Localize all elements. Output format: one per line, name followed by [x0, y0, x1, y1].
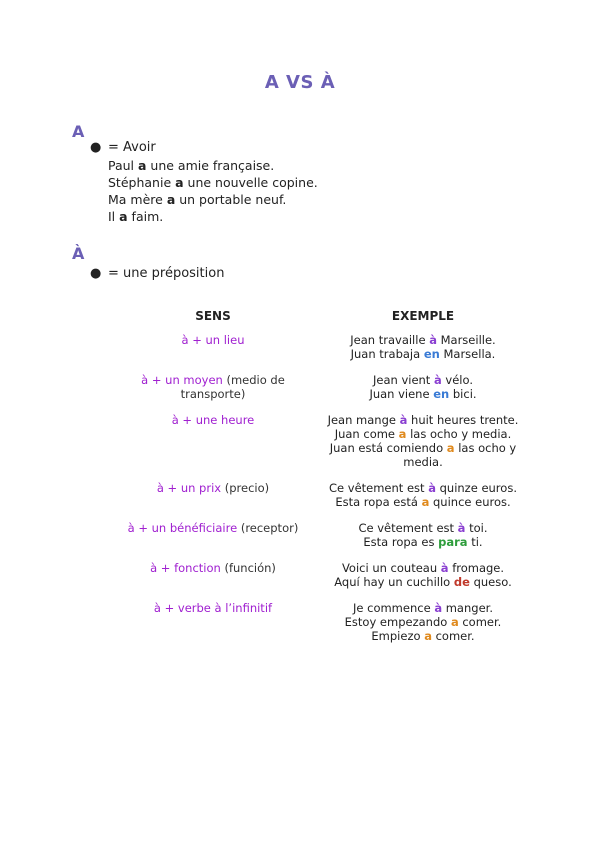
section-heading-a-grave: À: [72, 244, 85, 263]
header-sens: SENS: [195, 309, 231, 323]
sens-cell: [108, 333, 318, 373]
example-cell: [318, 521, 528, 561]
table-row: [108, 413, 528, 481]
example-es: Empiezo a comer.: [371, 629, 475, 643]
table-row: [108, 373, 528, 413]
sens-note: (precio): [221, 481, 270, 495]
sens-label: à + une heure: [171, 413, 255, 427]
page-title: A VS À: [264, 72, 336, 93]
example-es: Juan viene en bici.: [369, 387, 477, 401]
sens-label: à + un prix: [156, 481, 222, 495]
table-body: [108, 333, 528, 655]
example-fr: Je commence à manger.: [353, 601, 493, 615]
table-row: [108, 333, 528, 373]
table-row: [108, 481, 528, 521]
sens-note: (función): [220, 561, 276, 575]
example-fr: Jean mange à huit heures trente.: [327, 413, 519, 427]
table-row: [108, 561, 528, 601]
bullet-text: = une préposition: [108, 266, 225, 281]
header-exemple: EXEMPLE: [391, 309, 455, 323]
sens-label: à + un lieu: [181, 333, 245, 347]
example-cell: [318, 561, 528, 601]
sens-cell: [108, 521, 318, 561]
example-line: Ma mère a un portable neuf.: [108, 192, 287, 207]
example-fr: Ce vêtement est à quinze euros.: [329, 481, 517, 495]
example-fr: Ce vêtement est à toi.: [358, 521, 488, 535]
example-fr: Jean vient à vélo.: [372, 373, 473, 387]
example-es: Estoy empezando a comer.: [344, 615, 502, 629]
section-heading-a: A: [72, 122, 85, 141]
example-es: Juan come a las ocho y media.: [334, 427, 512, 441]
example-line: Paul a une amie française.: [108, 158, 275, 173]
example-es: Esta ropa es para ti.: [363, 535, 483, 549]
example-cell: [318, 481, 528, 521]
sens-cell: [108, 373, 318, 413]
table-row: [108, 521, 528, 561]
sens-note: (medio de transporte): [180, 373, 285, 401]
bullet-dot-icon: ●: [90, 140, 102, 155]
usage-table: [108, 308, 528, 655]
sens-cell: [108, 561, 318, 601]
bullet-text: = Avoir: [108, 140, 156, 155]
example-line: Il a faim.: [108, 209, 164, 224]
example-es: Juan está comiendo a las ocho y media.: [329, 441, 517, 469]
example-cell: [318, 601, 528, 655]
avoir-examples: [108, 157, 318, 225]
sens-cell: [108, 481, 318, 521]
table-row: [108, 601, 528, 655]
example-es: Esta ropa está a quince euros.: [335, 495, 511, 509]
sens-label: à + un moyen: [141, 373, 223, 387]
example-cell: [318, 413, 528, 481]
bullet-preposition: [90, 266, 224, 281]
example-line: Stéphanie a une nouvelle copine.: [108, 175, 318, 190]
sens-label: à + verbe à l’infinitif: [153, 601, 273, 615]
sens-note: (receptor): [237, 521, 299, 535]
example-fr: Voici un couteau à fromage.: [341, 561, 505, 575]
example-es: Aquí hay un cuchillo de queso.: [334, 575, 512, 589]
sens-label: à + fonction: [150, 561, 221, 575]
example-cell: [318, 333, 528, 373]
example-fr: Jean travaille à Marseille.: [350, 333, 496, 347]
sens-cell: [108, 601, 318, 655]
example-cell: [318, 373, 528, 413]
sens-cell: [108, 413, 318, 481]
example-es: Juan trabaja en Marsella.: [350, 347, 496, 361]
sens-label: à + un bénéficiaire: [127, 521, 238, 535]
bullet-avoir: [90, 140, 156, 155]
bullet-dot-icon: ●: [90, 266, 102, 281]
